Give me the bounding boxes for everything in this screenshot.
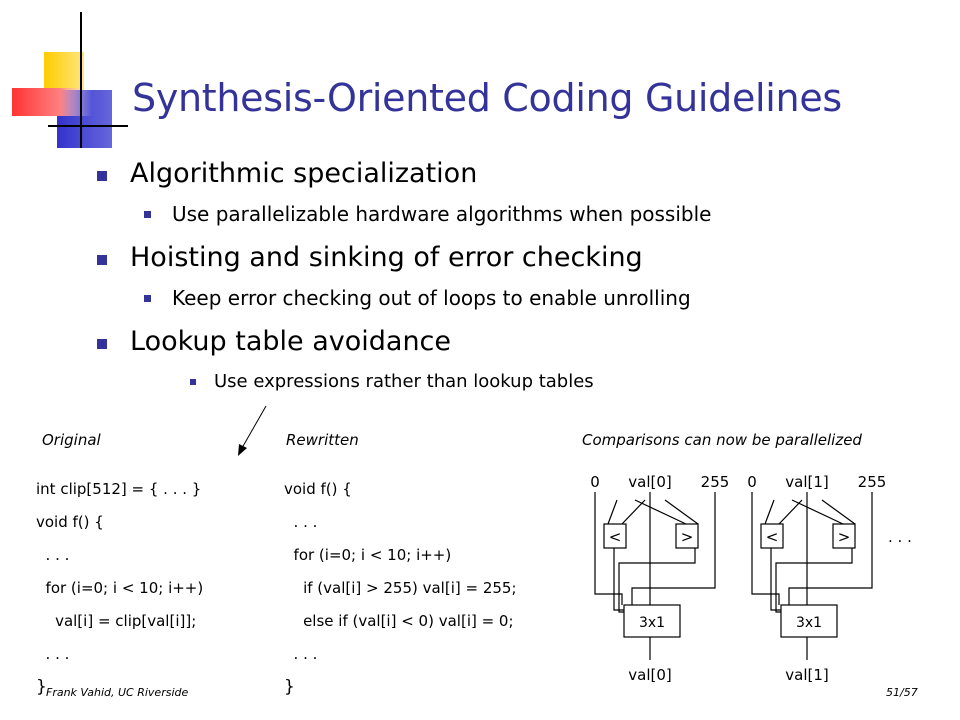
bullet-sub-lookup: Use expressions rather than lookup tables [214,371,594,392]
comparator-diagram [570,460,950,700]
original-code-line: } [36,677,47,697]
input-val-label: val[1] [785,473,829,491]
original-code-line: . . . [36,645,70,663]
wire [779,500,802,524]
rewritten-code-line: void f() { [284,480,352,498]
wire [665,500,698,524]
input-high-label: 255 [700,473,730,491]
page-title: Synthesis-Oriented Coding Guidelines [132,76,842,120]
bullet-algorithmic: Algorithmic specialization [130,158,478,189]
bullet-marker [190,379,196,385]
original-code-line: for (i=0; i < 10; i++) [36,579,204,597]
wire [608,500,617,524]
bullet-marker [97,339,107,349]
input-val-label: val[0] [628,473,672,491]
comparator-unit-0 [595,492,715,660]
comparator-unit-1 [752,492,872,660]
pointer-arrow [230,400,280,460]
original-caption: Original [42,431,101,449]
rewritten-code-line: if (val[i] > 255) val[i] = 255; [284,579,517,597]
bullet-sub-algorithmic: Use parallelizable hardware algorithms when possible [172,202,712,226]
gt-label: > [680,528,694,546]
bullet-marker [97,255,107,265]
input-low-label: 0 [747,473,757,491]
gt-label: > [837,528,851,546]
wire [632,492,715,605]
input-high-label: 255 [857,473,887,491]
bullet-marker [144,295,151,302]
lt-label: < [765,528,779,546]
wire [822,500,855,524]
lt-label: < [608,528,622,546]
wire [619,548,695,612]
bullet-hoisting: Hoisting and sinking of error checking [130,242,643,273]
bullet-marker [97,171,107,181]
bullet-marker [144,211,151,218]
rewritten-code-line: . . . [284,645,318,663]
rewritten-caption: Rewritten [286,431,359,449]
bullet-lookup: Lookup table avoidance [130,326,452,357]
footer-page-number: 51/57 [886,686,918,699]
footer-author: Frank Vahid, UC Riverside [46,686,189,699]
mux-label: 3x1 [638,615,666,631]
output-label: val[1] [785,666,829,684]
original-code-line: . . . [36,546,70,564]
rewritten-code-line: else if (val[i] < 0) val[i] = 0; [284,612,514,630]
original-code-line: void f() { [36,513,104,531]
wire [776,548,852,612]
diagram-caption: Comparisons can now be parallelized [582,431,862,449]
original-code-line: val[i] = clip[val[i]]; [36,612,197,630]
bullet-sub-hoisting: Keep error checking out of loops to enable unrolling [172,286,691,310]
wire [789,492,872,605]
output-label: val[0] [628,666,672,684]
wire [792,500,843,524]
wire [765,500,774,524]
mux-label: 3x1 [795,615,823,631]
wire [635,500,686,524]
rewritten-code-line: for (i=0; i < 10; i++) [284,546,452,564]
wire [622,500,645,524]
original-code-line: int clip[512] = { . . . } [36,480,202,498]
input-low-label: 0 [590,473,600,491]
rewritten-code-line: . . . [284,513,318,531]
ellipsis-label: . . . [888,528,912,546]
rewritten-code-line: } [284,677,295,697]
